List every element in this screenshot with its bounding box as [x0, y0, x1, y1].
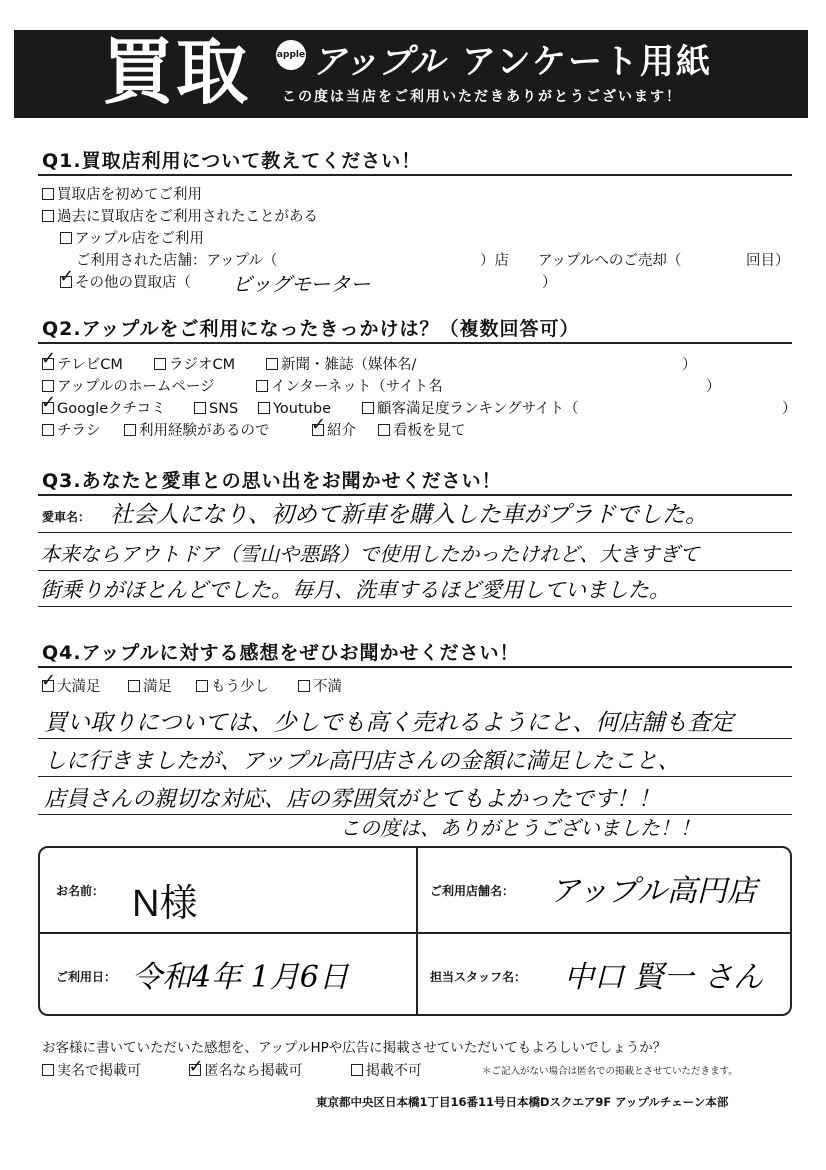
option-label: 過去に買取店をご利用されたことがある: [57, 209, 318, 225]
checkbox[interactable]: [124, 424, 136, 436]
option-label: 掲載不可: [365, 1063, 422, 1079]
checkbox[interactable]: [351, 1064, 363, 1076]
checkbox[interactable]: [258, 402, 270, 414]
option-label: 利用経験があるので: [139, 423, 270, 439]
q4-option-very-satisfied[interactable]: [42, 678, 101, 696]
info-divider-horizontal: [40, 932, 790, 934]
checkbox-checked[interactable]: [189, 1064, 201, 1076]
option-label: 新聞・雑誌（媒体名/: [281, 357, 417, 373]
checkbox[interactable]: [378, 424, 390, 436]
option-label: 紹介: [327, 423, 356, 439]
checkbox[interactable]: [362, 402, 374, 414]
checkbox[interactable]: [128, 680, 140, 692]
checkbox-checked[interactable]: [312, 424, 324, 436]
q3-car-label: 愛車名：: [42, 510, 91, 524]
q1-count-suffix: 回目）: [746, 253, 790, 269]
q4-option-more[interactable]: [196, 678, 269, 696]
publish-permission-options: [42, 1060, 422, 1080]
header-subtitle: この度は当店をご利用いただきありがとうございます！: [282, 89, 682, 105]
q2-option-signboard[interactable]: [378, 422, 466, 440]
q2-option-internet[interactable]: [256, 378, 443, 396]
q1-option-first-time[interactable]: [42, 186, 202, 204]
q1-count-label: アップルへのご売却（: [538, 253, 682, 269]
q3-handwritten-line-1: 社会人になり、初めて新車を購入した車がプラドでした。: [110, 502, 708, 528]
option-not-allowed[interactable]: [351, 1063, 422, 1079]
q4-handwritten-line-1: 買い取りについては、少しでも高く売れるようにと、何店舗も査定: [44, 710, 734, 736]
q2-option-ranking[interactable]: [362, 400, 579, 418]
checkbox[interactable]: [256, 380, 268, 392]
q2-option-flyer[interactable]: [42, 422, 101, 440]
option-label: その他の買取店（: [75, 275, 191, 291]
q4-handwritten-line-4: この度は、ありがとうございました！！: [340, 816, 700, 840]
option-label: アップル店をご利用: [75, 231, 204, 247]
publish-permission-question: お客様に書いていただいた感想を、アップルHPや広告に掲載させていただいてもよろしいでしょうか？: [42, 1040, 667, 1056]
checkbox[interactable]: [194, 402, 206, 414]
option-label: ラジオCM: [169, 357, 236, 373]
checkbox[interactable]: [42, 1064, 54, 1076]
info-divider-vertical: [416, 848, 418, 1014]
company-address: 東京都中央区日本橋1丁目16番11号日本橋Dスクエア9F アップルチェーン本部: [316, 1095, 729, 1109]
option-real-name[interactable]: [42, 1063, 141, 1079]
date-value: 令和4年 1月6日: [132, 960, 349, 995]
option-label: 実名で掲載可: [57, 1063, 141, 1079]
apple-logo-icon: apple: [276, 40, 306, 70]
q2-option-google[interactable]: [42, 400, 166, 418]
option-label: もう少し: [211, 679, 269, 695]
q1-option-other[interactable]: [60, 274, 191, 292]
q1-option-used-before[interactable]: [42, 208, 318, 226]
q4-rule-1: [38, 738, 792, 739]
option-label: 大満足: [57, 679, 101, 695]
q1-option-apple-store[interactable]: [60, 230, 204, 248]
q3-rule-2: [38, 570, 792, 571]
option-label: チラシ: [57, 423, 101, 439]
checkbox[interactable]: [298, 680, 310, 692]
checkbox[interactable]: [60, 232, 72, 244]
option-label: Googleクチコミ: [57, 401, 166, 417]
option-label: 不満: [313, 679, 342, 695]
checkbox-checked[interactable]: [42, 358, 54, 370]
checkbox[interactable]: [42, 210, 54, 222]
header-banner: [14, 30, 808, 118]
checkbox-checked[interactable]: [42, 402, 54, 414]
staff-value: 中口 賢一 さん: [564, 960, 764, 995]
checkbox-checked[interactable]: [60, 276, 72, 288]
checkbox[interactable]: [42, 380, 54, 392]
header-kaitori: 買取: [102, 30, 251, 114]
q1-other-answer: ビッグモーター: [232, 272, 371, 296]
date-label: ご利用日：: [56, 970, 117, 984]
q1-store-line: ご利用された店舗：アップル（: [76, 253, 278, 269]
header-brand: アップル: [312, 42, 445, 82]
q4-option-unsatisfied[interactable]: [298, 678, 342, 696]
checkbox[interactable]: [42, 188, 54, 200]
checkbox[interactable]: [266, 358, 278, 370]
q4-option-satisfied[interactable]: [128, 678, 172, 696]
q2-option-newspaper[interactable]: [266, 356, 416, 374]
store-label: ご利用店舗名：: [430, 884, 515, 898]
checkbox[interactable]: [154, 358, 166, 370]
option-label: テレビCM: [57, 357, 123, 373]
q4-divider: [38, 666, 792, 668]
checkbox[interactable]: [42, 424, 54, 436]
checkbox[interactable]: [196, 680, 208, 692]
store-value: アップル高円店: [550, 874, 757, 909]
header-title: アンケート用紙: [462, 42, 712, 82]
checkbox-checked[interactable]: [42, 680, 54, 692]
q2-divider: [38, 342, 792, 344]
q4-handwritten-line-2: しに行きましたが、アップル高円店さんの金額に満足したこと、: [44, 749, 680, 774]
q1-store-suffix: ）店: [480, 253, 509, 269]
q4-handwritten-line-3: 店員さんの親切な対応、店の雰囲気がとてもよかったです！！: [44, 787, 661, 812]
q3-rule-1: [38, 532, 792, 533]
q3-handwritten-line-3: 街乗りがほとんどでした。毎月、洗車するほど愛用していました。: [40, 578, 670, 602]
option-label: 顧客満足度ランキングサイト（: [377, 401, 579, 417]
q3-handwritten-line-2: 本来ならアウトドア（雪山や悪路）で使用したかったけれど、大きすぎて: [40, 542, 700, 566]
customer-info-box: [38, 846, 792, 1016]
q2-option-experience[interactable]: [124, 422, 270, 440]
q2-option-referral[interactable]: [312, 422, 356, 440]
name-label: お名前：: [56, 884, 105, 898]
q2-option-homepage[interactable]: [42, 378, 215, 396]
option-label: アップルのホームページ: [57, 379, 215, 395]
q2-row1-close: ）: [682, 357, 697, 373]
option-label: 看板を見て: [393, 423, 466, 439]
option-label: 匿名なら掲載可: [204, 1063, 303, 1079]
publish-note: ＊ご記入がない場合は匿名での掲載とさせていただきます。: [482, 1066, 738, 1077]
q2-option-tv[interactable]: [42, 356, 123, 374]
option-label: Youtube: [273, 401, 331, 417]
q4-rule-2: [38, 776, 792, 777]
q2-row2-close: ）: [706, 379, 721, 395]
q1-divider: [38, 174, 792, 176]
option-label: インターネット（サイト名: [271, 379, 443, 395]
q3-title: Q3.あなたと愛車との思い出をお聞かせください！: [42, 470, 502, 492]
staff-label: 担当スタッフ名：: [430, 970, 527, 984]
q3-rule-3: [38, 606, 792, 607]
q4-title: Q4.アップルに対する感想をぜひお聞かせください！: [42, 642, 520, 664]
option-anonymous[interactable]: [189, 1063, 302, 1079]
option-label: 満足: [143, 679, 172, 695]
option-label: 買取店を初めてご利用: [57, 187, 202, 203]
q2-option-sns[interactable]: [194, 400, 238, 418]
q2-title: Q2.アップルをご利用になったきっかけは？（複数回答可）: [42, 318, 580, 340]
q2-option-radio[interactable]: [154, 356, 235, 374]
option-label: SNS: [209, 401, 239, 417]
name-value: N様: [132, 883, 198, 925]
q1-other-close: ）: [542, 275, 557, 291]
q1-title: Q1.買取店利用について教えてください！: [42, 150, 422, 172]
q2-row3-close: ）: [782, 401, 797, 417]
